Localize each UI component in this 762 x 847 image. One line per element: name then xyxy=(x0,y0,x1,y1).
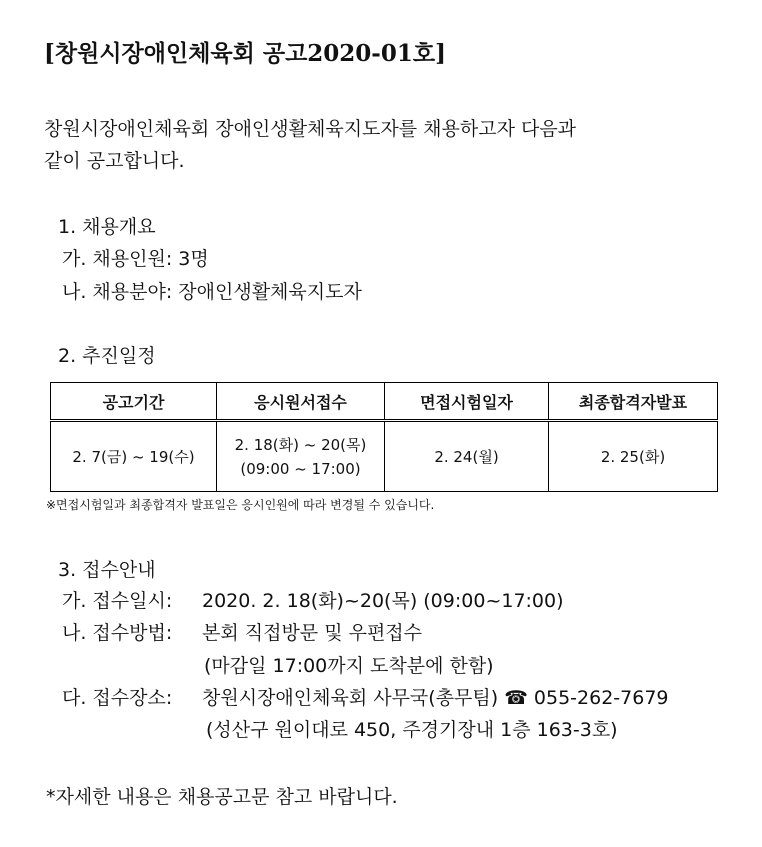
section-3-heading: 3. 접수안내 xyxy=(58,559,156,581)
footer-note: *자세한 내용은 채용공고문 참고 바랍니다. xyxy=(46,786,398,808)
schedule-row xyxy=(51,421,718,492)
section-1-item-field: 나. 채용분야: 장애인생활체육지도자 xyxy=(62,281,362,303)
cell-interview-date: 2. 24(월) xyxy=(385,421,549,492)
intro-line-2: 같이 공고합니다. xyxy=(44,150,185,172)
section-2-heading: 2. 추진일정 xyxy=(58,345,156,367)
header-final-announcement: 최종합격자발표 xyxy=(549,383,718,421)
cell-application-hours: (09:00 ~ 17:00) xyxy=(240,459,361,478)
receipt-datetime-label: 가. 접수일시: xyxy=(62,590,173,612)
cell-final-announcement: 2. 25(화) xyxy=(549,421,718,492)
section-1-heading: 1. 채용개요 xyxy=(58,216,156,238)
schedule-table xyxy=(50,382,718,492)
header-announcement-period: 공고기간 xyxy=(51,383,217,421)
receipt-datetime-value: 2020. 2. 18(화)~20(목) (09:00~17:00) xyxy=(202,590,564,612)
cell-application-dates: 2. 18(화) ~ 20(목) xyxy=(234,435,367,454)
notice-title: [창원시장애인체육회 공고2020-01호] xyxy=(44,40,446,67)
schedule-header-row xyxy=(51,383,718,421)
cell-application-receipt xyxy=(217,421,385,492)
header-interview-date: 면접시험일자 xyxy=(385,383,549,421)
receipt-location-value: 창원시장애인체육회 사무국(총무팀) ☎ 055-262-7679 xyxy=(202,687,669,709)
receipt-location-address: (성산구 원이대로 450, 주경기장내 1층 163-3호) xyxy=(206,719,618,741)
receipt-method-deadline: (마감일 17:00까지 도착분에 한함) xyxy=(204,655,494,677)
receipt-method-value: 본회 직접방문 및 우편접수 xyxy=(202,622,423,644)
intro-line-1: 창원시장애인체육회 장애인생활체육지도자를 채용하고자 다음과 xyxy=(44,118,577,140)
header-application-receipt: 응시원서접수 xyxy=(217,383,385,421)
receipt-location-label: 다. 접수장소: xyxy=(62,687,173,709)
section-1-item-headcount: 가. 채용인원: 3명 xyxy=(62,248,209,270)
schedule-note: ※면접시험일과 최종합격자 발표일은 응시인원에 따라 변경될 수 있습니다. xyxy=(46,498,435,512)
cell-announcement-period: 2. 7(금) ~ 19(수) xyxy=(51,421,217,492)
receipt-method-label: 나. 접수방법: xyxy=(62,622,173,644)
